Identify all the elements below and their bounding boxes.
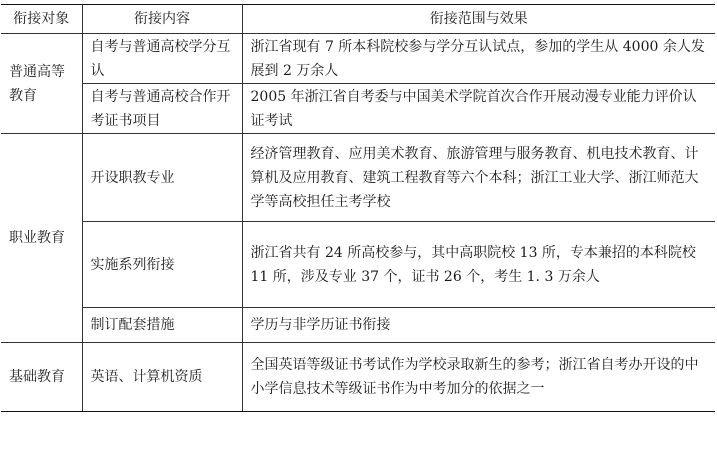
scope-cell: 浙江省共有 24 所高校参与，其中高职院校 13 所，专本兼招的本科院校 11 所，涉及专业 37 个，证书 26 个，考生 1. 3 万余人 bbox=[242, 222, 715, 308]
articulation-table bbox=[1, 4, 715, 412]
object-cell-higher-education: 普通高等教育 bbox=[1, 34, 82, 134]
scope-cell: 全国英语等级证书考试作为学校录取新生的参考；浙江省自考办开设的中小学信息技术等级证书作为中考加分的依据之一 bbox=[242, 343, 715, 412]
scope-cell: 浙江省现有 7 所本科院校参与学分互认试点，参加的学生从 4000 余人发展到 2 万余人 bbox=[242, 34, 715, 84]
content-cell: 开设职教专业 bbox=[82, 134, 242, 222]
content-cell: 制订配套措施 bbox=[82, 308, 242, 343]
scope-cell: 学历与非学历证书衔接 bbox=[242, 308, 715, 343]
table-row bbox=[1, 84, 715, 134]
scope-cell: 经济管理教育、应用美术教育、旅游管理与服务教育、机电技术教育、计算机及应用教育、建筑工程教育等六个本科；浙江工业大学、浙江师范大学等高校担任主考学校 bbox=[242, 134, 715, 222]
content-cell: 实施系列衔接 bbox=[82, 222, 242, 308]
content-cell: 自考与普通高校合作开考证书项目 bbox=[82, 84, 242, 134]
content-cell: 英语、计算机资质 bbox=[82, 343, 242, 412]
table-row bbox=[1, 222, 715, 308]
header-content: 衔接内容 bbox=[82, 5, 242, 34]
table-header-row bbox=[1, 5, 715, 34]
object-cell-basic-education: 基础教育 bbox=[1, 343, 82, 412]
content-cell: 自考与普通高校学分互认 bbox=[82, 34, 242, 84]
object-cell-vocational-education: 职业教育 bbox=[1, 134, 82, 343]
scope-cell: 2005 年浙江省自考委与中国美术学院首次合作开展动漫专业能力评价认证考试 bbox=[242, 84, 715, 134]
table-row bbox=[1, 343, 715, 412]
header-scope: 衔接范围与效果 bbox=[242, 5, 715, 34]
table-row bbox=[1, 34, 715, 84]
table-row bbox=[1, 134, 715, 222]
header-object: 衔接对象 bbox=[1, 5, 82, 34]
table-row bbox=[1, 308, 715, 343]
